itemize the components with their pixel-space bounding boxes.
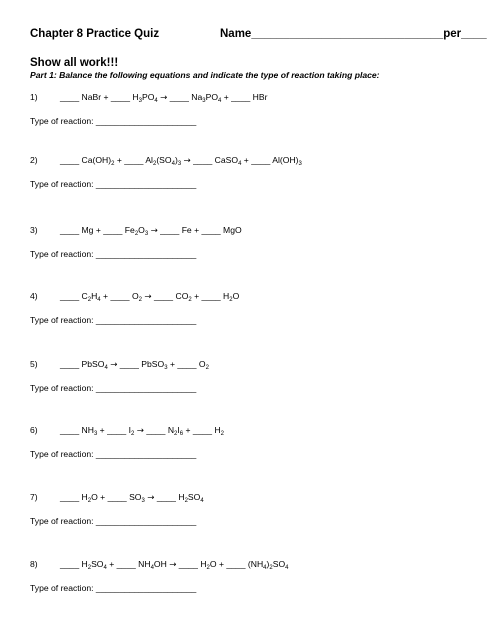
coefficient-blank[interactable]: ____ — [201, 291, 221, 301]
question-number: 3) — [30, 225, 38, 235]
reaction-type-line[interactable]: Type of reaction: _____________________ — [30, 249, 197, 259]
coefficient-blank[interactable]: ____ — [231, 92, 251, 102]
coefficient-blank[interactable]: ____ — [60, 359, 80, 369]
reactant-formula: $Ca(OH)_2$ — [81, 155, 115, 167]
product-formula: $H_2O$ — [200, 559, 217, 571]
chemical-equation: ____ $NH_3$ + ____ $I_2$ → ____ $N_2I_6$ + ____ $H_2$ — [60, 425, 224, 437]
question-number: 5) — [30, 359, 38, 369]
reactant-formula: $SO_3$ — [129, 492, 145, 504]
reaction-type-line[interactable]: Type of reaction: _____________________ — [30, 449, 197, 459]
reactant-formula: $NH_3$ — [81, 425, 98, 437]
coefficient-blank[interactable]: ____ — [160, 225, 180, 235]
coefficient-blank[interactable]: ____ — [60, 92, 80, 102]
coefficient-blank[interactable]: ____ — [60, 155, 80, 165]
chemical-equation: ____ PbSO$_4$ → ____ PbSO$_3$ + ____ $O_2$ — [60, 359, 209, 371]
reaction-type-line[interactable]: Type of reaction: _____________________ — [30, 179, 197, 189]
coefficient-blank[interactable]: ____ — [177, 359, 197, 369]
reaction-type-line[interactable]: Type of reaction: _____________________ — [30, 315, 197, 325]
reactant-formula: NaBr — [81, 92, 102, 102]
coefficient-blank[interactable]: ____ — [103, 225, 123, 235]
product-formula: $N_2I_6$ — [167, 425, 184, 437]
right-arrow-icon: → — [160, 93, 168, 103]
product-formula: $H_2SO_4$ — [178, 492, 204, 504]
product-formula: $Na_3PO_4$ — [191, 92, 222, 104]
right-arrow-icon: → — [169, 560, 177, 570]
product-formula: HBr — [252, 92, 268, 102]
question-number: 8) — [30, 559, 38, 569]
chemical-equation: ____ $H_2O$ + ____ $SO_3$ → ____ $H_2SO_4$ — [60, 492, 204, 504]
coefficient-blank[interactable]: ____ — [251, 155, 271, 165]
coefficient-blank[interactable]: ____ — [116, 559, 136, 569]
chemical-equation: ____ $Ca(OH)_2$ + ____ $Al_2(SO_4)_3$ → ____ CaSO$_4$ + ____ $Al(OH)_3$ — [60, 155, 302, 167]
right-arrow-icon: → — [110, 360, 118, 370]
question-number: 4) — [30, 291, 38, 301]
coefficient-blank[interactable]: ____ — [107, 492, 127, 502]
chemical-equation: ____ Mg + ____ $Fe_2O_3$ → ____ Fe + ____ MgO — [60, 225, 242, 237]
coefficient-blank[interactable]: ____ — [110, 92, 131, 102]
coefficient-blank[interactable]: ____ — [107, 425, 127, 435]
reactant-formula: $H_2SO_4$ — [81, 559, 107, 571]
product-formula: $H_2O$ — [223, 291, 240, 303]
reactant-formula: $Al_2(SO_4)_3$ — [145, 155, 182, 167]
reaction-type-line[interactable]: Type of reaction: _____________________ — [30, 583, 197, 593]
product-formula: $O_2$ — [198, 359, 209, 371]
right-arrow-icon: → — [183, 156, 191, 166]
product-formula: $CO_2$ — [175, 291, 192, 303]
coefficient-blank[interactable]: ____ — [178, 559, 198, 569]
right-arrow-icon: → — [150, 226, 158, 236]
coefficient-blank[interactable]: ____ — [146, 425, 166, 435]
product-formula: PbSO$_3$ — [141, 359, 168, 371]
question-number: 7) — [30, 492, 38, 502]
coefficient-blank[interactable]: ____ — [124, 155, 144, 165]
coefficient-blank[interactable]: ____ — [60, 225, 80, 235]
coefficient-blank[interactable]: ____ — [60, 425, 80, 435]
reactant-formula: Mg — [81, 225, 94, 235]
coefficient-blank[interactable]: ____ — [226, 559, 246, 569]
question-number: 6) — [30, 425, 38, 435]
coefficient-blank[interactable]: ____ — [193, 155, 213, 165]
reaction-type-line[interactable]: Type of reaction: _____________________ — [30, 516, 197, 526]
reactant-formula: $I_2$ — [128, 425, 135, 437]
reactant-formula: $Fe_2O_3$ — [124, 225, 149, 237]
right-arrow-icon: → — [136, 426, 144, 436]
chemical-equation: ____ $H_2SO_4$ + ____ $NH_4OH$ → ____ $H_2O$ + ____ $(NH_4)_2SO_4$ — [60, 559, 289, 571]
show-work-heading: Show all work!!! — [30, 57, 119, 69]
part1-instructions: Part 1: Balance the following equations and indicate the type of reaction taking place: — [30, 70, 380, 80]
chemical-equation: ____ NaBr + ____ $H_3PO_4$ → ____ $Na_3PO_4$ + ____ HBr — [60, 92, 268, 104]
product-formula: $Al(OH)_3$ — [272, 155, 302, 167]
product-formula: MgO — [223, 225, 242, 235]
coefficient-blank[interactable]: ____ — [60, 492, 80, 502]
coefficient-blank[interactable]: ____ — [169, 92, 189, 102]
coefficient-blank[interactable]: ____ — [153, 291, 174, 301]
reaction-type-line[interactable]: Type of reaction: _____________________ — [30, 383, 197, 393]
product-formula: Fe — [181, 225, 192, 235]
name-period-line: Name______________________________per____ — [220, 28, 487, 40]
reactant-formula: $H_2O$ — [81, 492, 98, 504]
coefficient-blank[interactable]: ____ — [201, 225, 221, 235]
reactant-formula: $NH_4OH$ — [138, 559, 167, 571]
product-formula: $(NH_4)_2SO_4$ — [247, 559, 289, 571]
right-arrow-icon: → — [144, 292, 152, 302]
coefficient-blank[interactable]: ____ — [119, 359, 139, 369]
coefficient-blank[interactable]: ____ — [156, 492, 176, 502]
question-number: 2) — [30, 155, 38, 165]
product-formula: CaSO$_4$ — [214, 155, 242, 167]
coefficient-blank[interactable]: ____ — [60, 559, 80, 569]
chemical-equation: ____ $C_2H_4$ + ____ $O_2$ → ____ $CO_2$ + ____ $H_2O$ — [60, 291, 240, 303]
question-number: 1) — [30, 92, 38, 102]
coefficient-blank[interactable]: ____ — [110, 291, 130, 301]
reactant-formula: $O_2$ — [131, 291, 142, 303]
coefficient-blank[interactable]: ____ — [60, 291, 80, 301]
reactant-formula: $C_2H_4$ — [81, 291, 101, 303]
reactant-formula: PbSO$_4$ — [81, 359, 108, 371]
right-arrow-icon: → — [147, 493, 155, 503]
quiz-title: Chapter 8 Practice Quiz — [30, 28, 160, 40]
coefficient-blank[interactable]: ____ — [192, 425, 213, 435]
product-formula: $H_2$ — [214, 425, 224, 437]
reactant-formula: $H_3PO_4$ — [132, 92, 158, 104]
reaction-type-line[interactable]: Type of reaction: _____________________ — [30, 116, 197, 126]
